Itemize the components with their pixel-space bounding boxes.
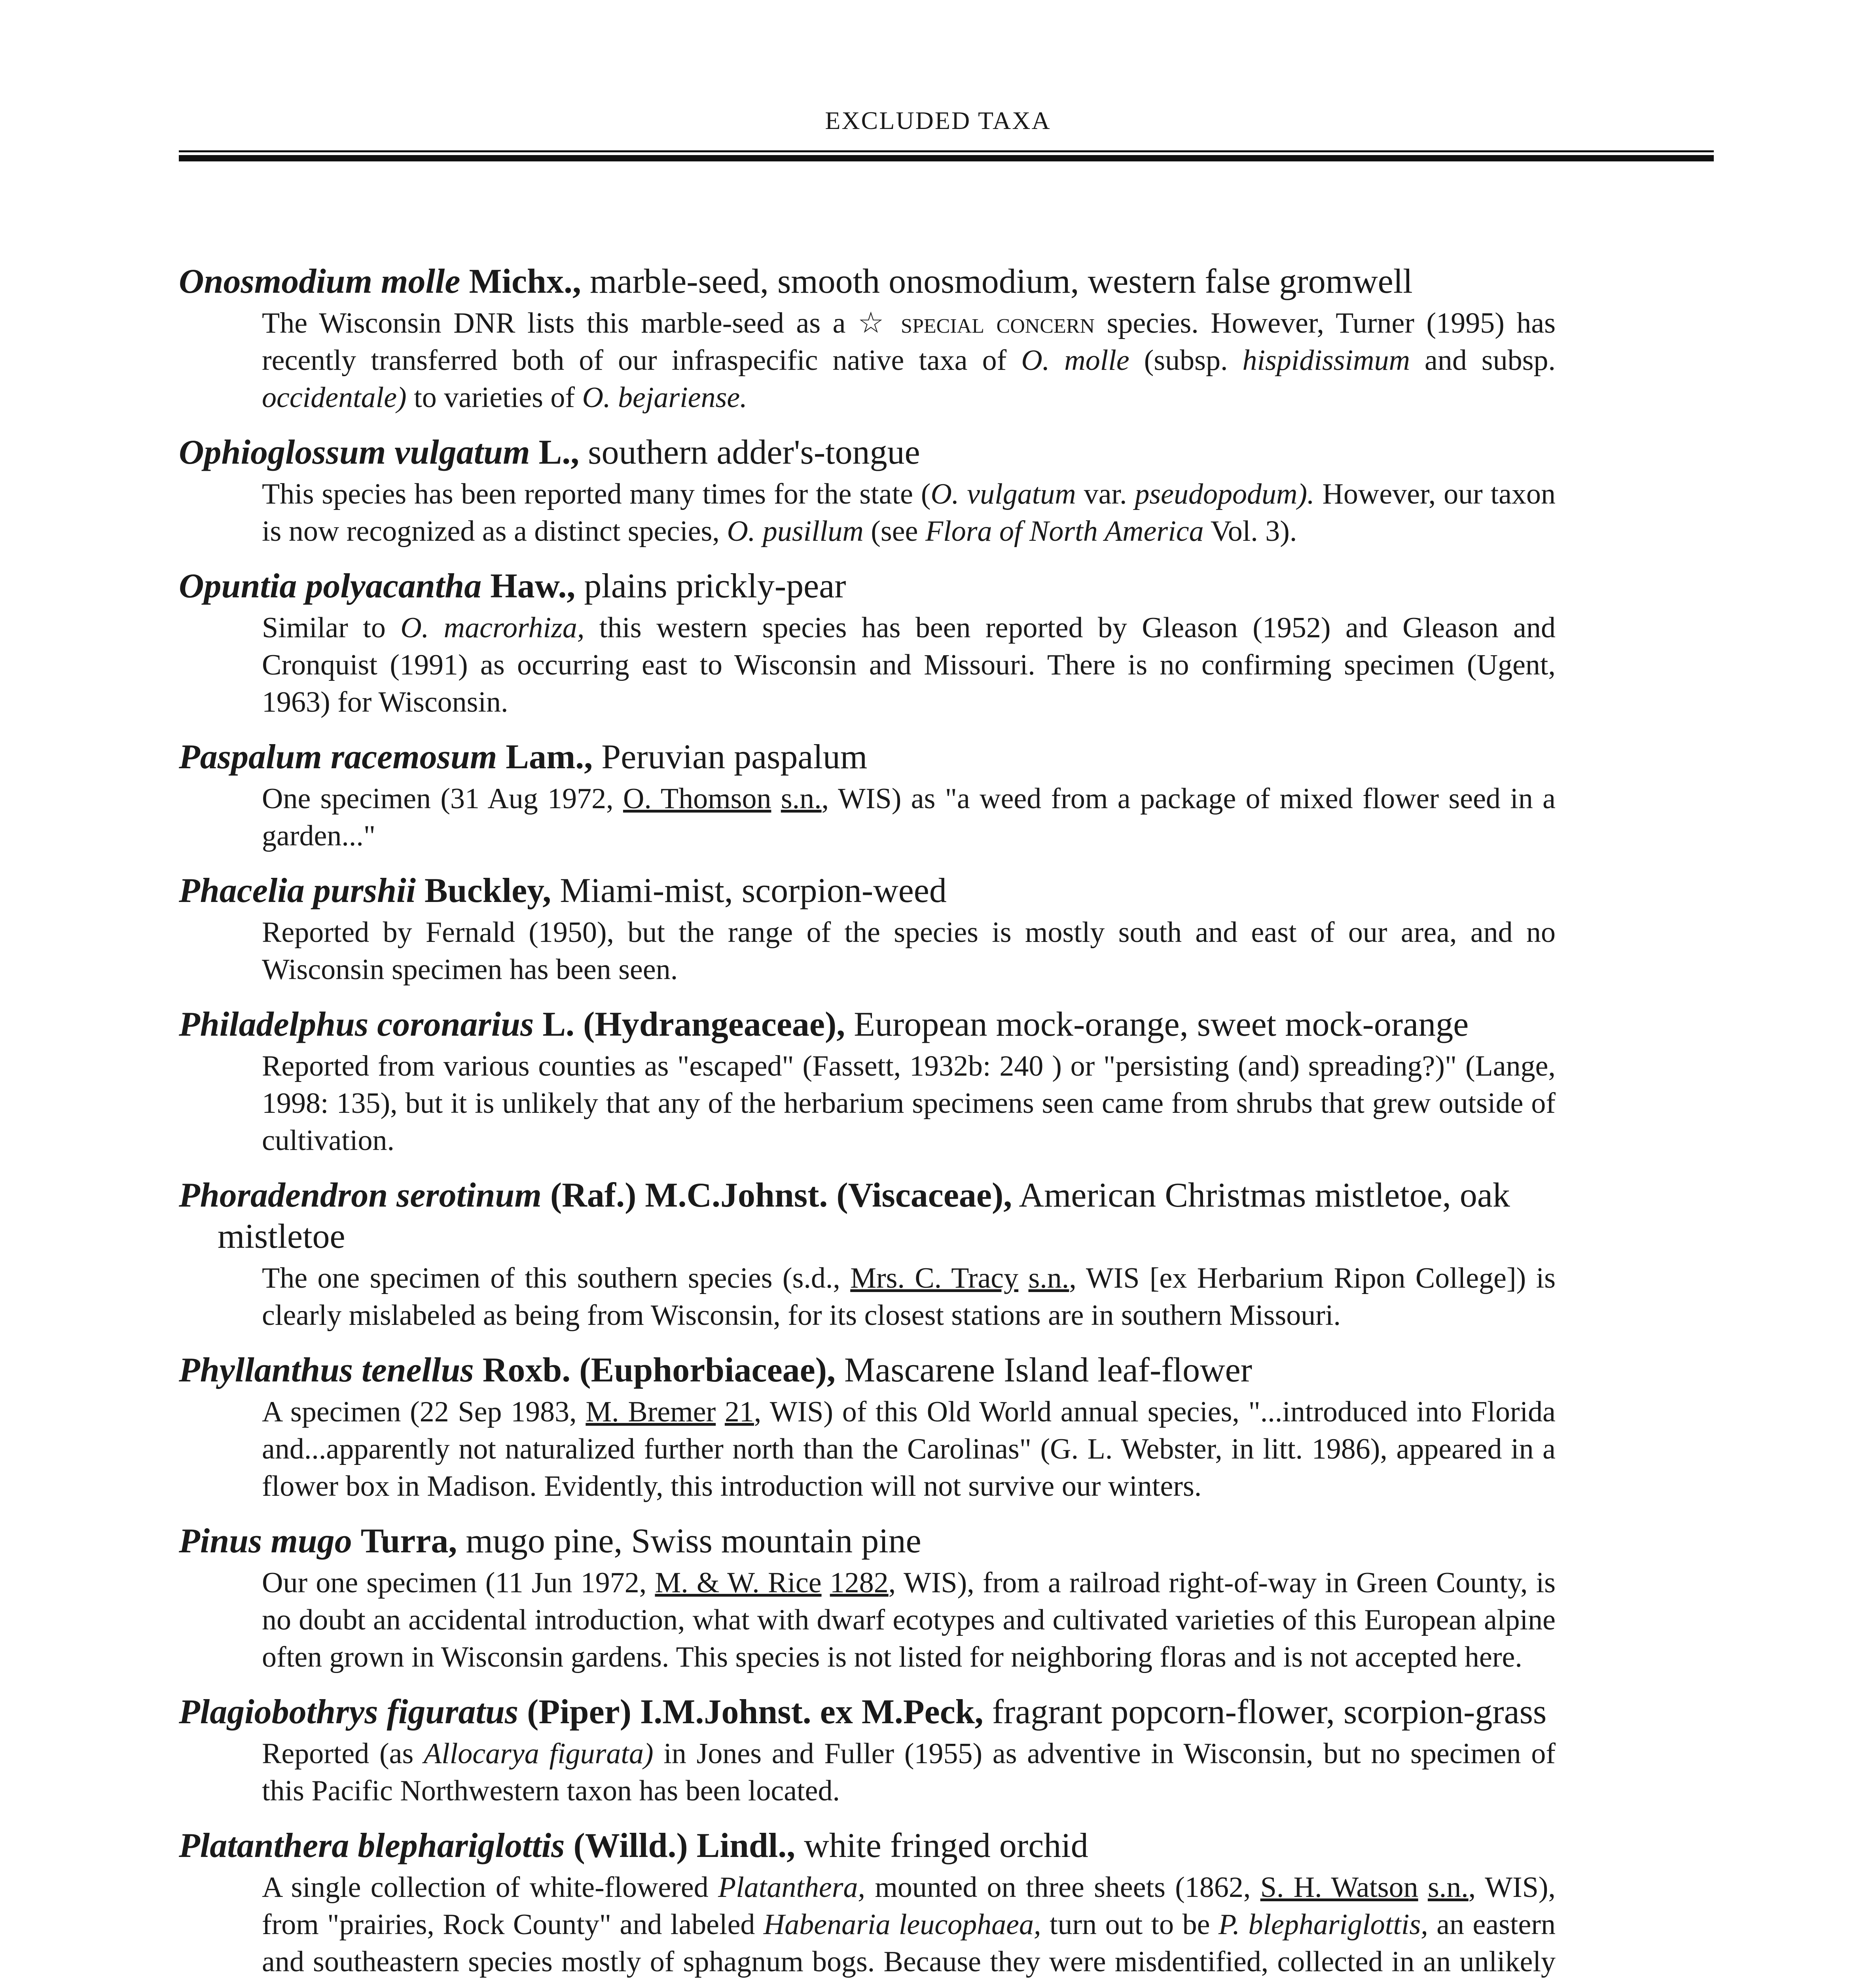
common-names: Peruvian paspalum — [601, 738, 868, 776]
entry-phyllanthus-tenellus — [179, 1350, 1556, 1505]
entry-heading — [179, 1692, 1556, 1733]
common-names: white fringed orchid — [804, 1826, 1088, 1865]
taxon-author: (Piper) I.M.Johnst. ex M.Peck, — [527, 1693, 983, 1731]
taxon-author: L. (Hydrangeaceae), — [542, 1005, 845, 1044]
collection-number: s.n. — [1427, 1871, 1469, 1904]
text-run: Reported (as — [262, 1737, 414, 1770]
taxon-author: Michx., — [469, 262, 581, 301]
collection-number: 1282 — [830, 1567, 889, 1599]
header-rule-thick — [179, 155, 1714, 161]
text-run: an eastern and southeastern species mostly of sphagnum bogs. Because they were misdentified, collected in an unlikely — [262, 1908, 1556, 1978]
collector-name: M. Bremer — [586, 1396, 716, 1428]
italic-run: Habenaria leucophaea, — [763, 1908, 1041, 1941]
text-run: and subsp. — [1425, 344, 1556, 377]
italic-run: Flora of North America — [925, 515, 1204, 548]
collection-number: s.n. — [1028, 1262, 1069, 1294]
entry-heading — [179, 870, 1556, 911]
taxon-name: Phacelia purshii — [179, 872, 416, 910]
common-names: plains prickly-pear — [584, 567, 846, 605]
text-run: species. However, Turner (1995) has recently transferred both of our infraspecific native taxa of — [262, 307, 1556, 377]
italic-run: occidentale) — [262, 381, 407, 414]
entry-text — [179, 914, 1556, 988]
entry-heading — [179, 1521, 1556, 1562]
taxon-author: (Raf.) M.C.Johnst. (Viscaceae), — [550, 1176, 1012, 1214]
text-run: in Jones and Fuller (1955) as adventive in Wisconsin, but no specimen of this Pacific Northwestern taxon has been located. — [262, 1737, 1556, 1807]
entry-text — [179, 1048, 1556, 1159]
entry-text — [179, 1393, 1556, 1505]
taxon-name: Onosmodium molle — [179, 262, 460, 301]
taxon-name: Pinus mugo — [179, 1522, 352, 1560]
taxon-author: L., — [538, 433, 580, 472]
taxon-author: Buckley, — [424, 872, 551, 910]
taxon-name: Platanthera blephariglottis — [179, 1826, 565, 1865]
running-header: EXCLUDED TAXA — [825, 106, 1051, 135]
entry-philadelphus-coronarius — [179, 1004, 1556, 1159]
text-run: turn out to be — [1049, 1908, 1210, 1941]
entry-heading — [179, 1350, 1556, 1391]
italic-run: O. macrorhiza, — [400, 612, 585, 644]
collector-name: Mrs. C. Tracy — [850, 1262, 1019, 1294]
entry-text — [179, 780, 1556, 854]
entry-ophioglossum-vulgatum — [179, 432, 1556, 550]
common-names: marble-seed, smooth onosmodium, western false gromwell — [589, 262, 1413, 301]
common-names: southern adder's-tongue — [588, 433, 920, 472]
taxon-author: Turra, — [360, 1522, 457, 1560]
text-run: (subsp. — [1144, 344, 1228, 377]
entry-onosmodium-molle — [179, 261, 1556, 416]
entry-heading — [179, 261, 1556, 302]
taxon-name: Phyllanthus tenellus — [179, 1351, 474, 1389]
text-run: Reported from various counties as "escaped" (Fassett, 1932b: 240 ) or "persisting (and) spreading?)" (Lange, 1998: 135), but it is unlikely that any of the herbarium specimens seen came from shrubs that grew outside of cultivation. — [262, 1050, 1556, 1157]
entry-heading — [179, 1175, 1556, 1257]
italic-run: O. bejariense. — [582, 381, 747, 414]
text-run: this western species has been reported by Gleason (1952) and Gleason and Cronquist (1991) as occurring east to Wisconsin and Missouri. There is no confirming specimen (Ugent, 1963) for Wisconsin. — [262, 612, 1556, 718]
entry-phoradendron-serotinum — [179, 1175, 1556, 1334]
text-run: However, our taxon is now recognized as a distinct species, — [262, 478, 1556, 548]
entry-text — [179, 609, 1556, 721]
entry-text — [179, 1735, 1556, 1809]
italic-run: pseudopodum). — [1135, 478, 1315, 510]
entry-pinus-mugo — [179, 1521, 1556, 1676]
text-run: , WIS), from a railroad right-of-way in Green County, is no doubt an accidental introduction, what with dwarf ecotypes and cultivated varieties of this European alpine often grown in Wisconsin gardens. This species is not listed for neighboring floras and is not accepted here. — [262, 1567, 1556, 1673]
entry-text — [179, 1869, 1556, 1978]
header-rule-thin — [179, 150, 1714, 152]
italic-run: Allocarya figurata) — [423, 1737, 654, 1770]
entry-text — [179, 1564, 1556, 1676]
italic-run: O. molle — [1021, 344, 1129, 377]
status-label: special concern — [901, 307, 1095, 339]
entry-opuntia-polyacantha — [179, 566, 1556, 721]
star-icon: ☆ — [858, 307, 889, 339]
text-run: , WIS) of this Old World annual species, "...introduced into Florida and...apparently not naturalized further north than the Carolinas" (G. L. Webster, in litt. 1986), appeared in a flower box in Madison. Evidently, this introduction will not survive our winters. — [262, 1396, 1556, 1502]
text-run: var. — [1084, 478, 1127, 510]
collector-name: O. Thomson — [623, 782, 771, 815]
entry-heading — [179, 432, 1556, 473]
entry-heading — [179, 737, 1556, 778]
entry-phacelia-purshii — [179, 870, 1556, 988]
text-run: Similar to — [262, 612, 386, 644]
text-run: Vol. 3). — [1210, 515, 1297, 548]
text-run: The one specimen of this southern species (s.d., — [262, 1262, 840, 1294]
text-run: A single collection of white-flowered — [262, 1871, 709, 1904]
taxon-name: Philadelphus coronarius — [179, 1005, 534, 1044]
entry-paspalum-racemosum — [179, 737, 1556, 854]
taxon-name: Phoradendron serotinum — [179, 1176, 542, 1214]
text-run: This species has been reported many times for the state ( — [262, 478, 931, 510]
collector-name: S. H. Watson — [1260, 1871, 1418, 1904]
common-names: European mock-orange, sweet mock-orange — [854, 1005, 1469, 1044]
text-run: to varieties of — [414, 381, 575, 414]
entry-text — [179, 476, 1556, 550]
entry-text — [179, 305, 1556, 416]
italic-run: O. vulgatum — [930, 478, 1076, 510]
collector-name: M. & W. Rice — [655, 1567, 822, 1599]
common-names: mugo pine, Swiss mountain pine — [466, 1522, 921, 1560]
taxon-name: Opuntia polyacantha — [179, 567, 482, 605]
taxon-name: Plagiobothrys figuratus — [179, 1693, 519, 1731]
common-names: Miami-mist, scorpion-weed — [560, 872, 947, 910]
excluded-taxa-list — [179, 261, 1556, 1978]
entry-heading — [179, 566, 1556, 607]
text-run: mounted on three sheets (1862, — [875, 1871, 1251, 1904]
text-run: , WIS), from "prairies, Rock County" and labeled — [262, 1871, 1556, 1941]
text-run: , WIS) as "a weed from a package of mixed flower seed in a garden..." — [262, 782, 1556, 852]
text-run: Our one specimen (11 Jun 1972, — [262, 1567, 647, 1599]
taxon-author: Lam., — [506, 738, 593, 776]
italic-run: hispidissimum — [1242, 344, 1410, 377]
italic-run: Platanthera, — [718, 1871, 866, 1904]
entry-heading — [179, 1004, 1556, 1045]
entry-plagiobothrys-figuratus — [179, 1692, 1556, 1809]
text-run: Reported by Fernald (1950), but the range of the species is mostly south and east of our area, and no Wisconsin specimen has been seen. — [262, 916, 1556, 986]
common-names: fragrant popcorn-flower, scorpion-grass — [992, 1693, 1547, 1731]
text-run: , WIS [ex Herbarium Ripon College]) is clearly mislabeled as being from Wisconsin, for its closest stations are in southern Missouri. — [262, 1262, 1556, 1332]
entry-text — [179, 1260, 1556, 1334]
common-names: American Christmas mistletoe, oak mistletoe — [218, 1176, 1510, 1256]
taxon-name: Ophioglossum vulgatum — [179, 433, 530, 472]
text-run: A specimen (22 Sep 1983, — [262, 1396, 577, 1428]
taxon-author: Haw., — [490, 567, 576, 605]
italic-run: P. blephariglottis, — [1218, 1908, 1428, 1941]
collection-number: 21 — [724, 1396, 754, 1428]
collection-number: s.n. — [781, 782, 822, 815]
taxon-author: Roxb. (Euphorbiaceae), — [482, 1351, 836, 1389]
text-run: One specimen (31 Aug 1972, — [262, 782, 614, 815]
taxon-name: Paspalum racemosum — [179, 738, 497, 776]
text-run: (see — [871, 515, 918, 548]
taxon-author: (Willd.) Lindl., — [573, 1826, 796, 1865]
entry-heading — [179, 1825, 1556, 1866]
common-names: Mascarene Island leaf-flower — [844, 1351, 1253, 1389]
italic-run: O. pusillum — [727, 515, 864, 548]
text-run: The Wisconsin DNR lists this marble-seed as a — [262, 307, 846, 339]
entry-platanthera-blephariglottis — [179, 1825, 1556, 1978]
